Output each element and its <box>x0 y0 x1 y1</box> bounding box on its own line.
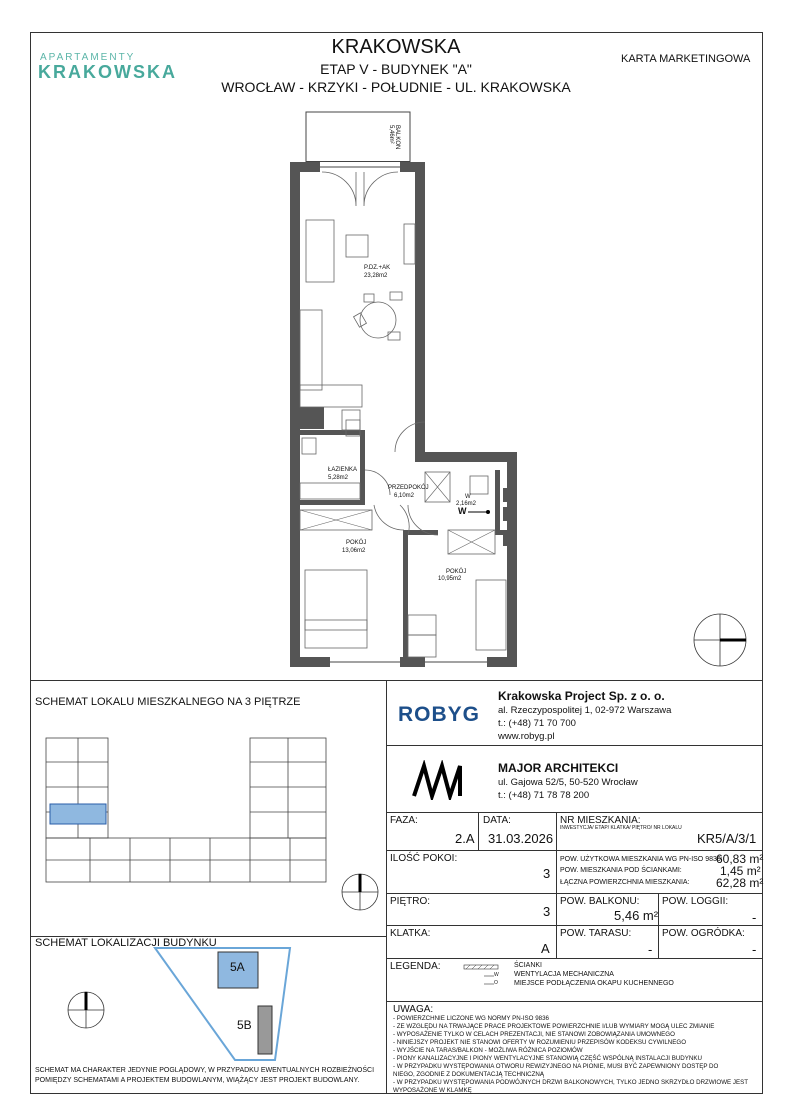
nr-label: NR MIESZKANIA: <box>560 815 641 826</box>
taras-value: - <box>648 942 653 957</box>
klatka-label: KLATKA: <box>390 928 431 939</box>
architect-phone: t.: (+48) 71 78 78 200 <box>498 790 590 801</box>
room-bed1-name: POKÓJ <box>346 540 367 546</box>
room-bed2-name: POKÓJ <box>446 569 467 575</box>
nr-sub-label: INWESTYCJA/ ETAP/ KLATKA/ PIĘTRO/ NR LOKALU <box>560 825 682 831</box>
note-line: - W PRZYPADKU WYSTĘPOWANIA OTWORU REWIZYJNEGO NA PIONIE, MUSI BYĆ ZAPEWNIONY DOSTĘP DO <box>393 1063 719 1070</box>
developer-name: Krakowska Project Sp. z o. o. <box>498 689 665 703</box>
pietro-label: PIĘTRO: <box>390 896 431 907</box>
room-hall-name: PRZEDPOKÓJ <box>388 485 429 491</box>
note-line: - WYPOSAŻENIE TYLKO W CELACH PREZENTACJI, NIE STANOWI ZOBOWIĄZANIA UMOWNEGO <box>393 1031 675 1038</box>
balkon-value: 5,46 m² <box>614 908 659 923</box>
nr-value: KR5/A/3/1 <box>697 831 757 846</box>
pokoi-label: ILOŚĆ POKOI: <box>390 853 458 864</box>
balkon-label: POW. BALKONU: <box>560 896 640 907</box>
balcony-label: BALKON 5,46m² <box>388 125 400 150</box>
location-schema <box>150 940 300 1070</box>
note-line: - WYJŚCIE NA TARAS/BALKON - MOŻLIWA RÓŻNICA POZIOMÓW <box>393 1047 583 1054</box>
room-bed1-area: 13,06m2 <box>342 548 366 554</box>
floor-plan <box>280 110 530 675</box>
ventilation-mark: W <box>458 506 467 516</box>
pow-laczna-value: 62,28 m² <box>716 876 764 890</box>
developer-address: al. Rzeczypospolitej 1, 02-972 Warszawa <box>498 705 672 716</box>
notes-title: UWAGA: <box>393 1004 434 1015</box>
developer-web: www.robyg.pl <box>498 731 555 742</box>
architect-logo-icon <box>410 760 466 800</box>
loggia-value: - <box>752 910 757 925</box>
klatka-value: A <box>541 941 550 956</box>
floor-schema-title: SCHEMAT LOKALU MIESZKALNEGO NA 3 PIĘTRZE <box>35 696 301 708</box>
architect-address: ul. Gajowa 52/5, 50-520 Wrocław <box>498 777 638 788</box>
loggia-label: POW. LOGGII: <box>662 896 729 907</box>
taras-label: POW. TARASU: <box>560 928 632 939</box>
legend-item-hood: MIEJSCE PODŁĄCZENIA OKAPU KUCHENNEGO <box>514 980 674 987</box>
pokoi-value: 3 <box>543 866 551 881</box>
location-line: WROCŁAW - KRZYKI - POŁUDNIE - UL. KRAKOWSKA <box>221 79 571 95</box>
divider-main <box>30 680 763 681</box>
logo-main-text: KRAKOWSKA <box>38 62 177 82</box>
pietro-value: 3 <box>543 904 551 919</box>
divider-vertical <box>386 680 387 1094</box>
robyg-logo: ROBYG <box>398 703 481 726</box>
floor-schema <box>40 732 330 910</box>
stage-building: ETAP V - BUDYNEK "A" <box>320 61 472 77</box>
faza-label: FAZA: <box>390 815 418 826</box>
faza-value: 2.A <box>455 831 475 846</box>
legend-item-walls: ŚCIANKI <box>514 962 543 969</box>
pow-sciank-label: POW. MIESZKANIA POD ŚCIANKAMI: <box>560 867 682 874</box>
note-line: - NINIEJSZY PROJEKT NIE STANOWI OFERTY W ROZUMIENIU PRZEPISÓW KODEKSU CYWILNEGO <box>393 1039 687 1046</box>
data-value: 31.03.2026 <box>488 831 554 846</box>
data-label: DATA: <box>483 815 511 826</box>
disclaimer-line-2: POMIĘDZY SCHEMATAMI A PROJEKTEM BUDOWLANYM, WIĄŻĄCY JEST PROJEKT BUDOWLANY. <box>35 1077 360 1084</box>
room-hall-area: 6,10m2 <box>394 493 415 499</box>
schema-north-arrow-icon <box>340 872 380 912</box>
room-w-name: W <box>465 494 471 500</box>
pow-uzytk-value: 60,83 m² <box>716 852 764 866</box>
legend-w-symbol: W <box>494 972 499 978</box>
location-schema-title: SCHEMAT LOKALIZACJI BUDYNKU <box>35 937 217 949</box>
legend-title: LEGENDA: <box>390 961 441 972</box>
disclaimer-line-1: SCHEMAT MA CHARAKTER JEDYNIE POGLĄDOWY, W PRZYPADKU EWENTUALNYCH ROZBIEŻNOŚCI <box>35 1067 375 1074</box>
pow-uzytk-label: POW. UŻYTKOWA MIESZKANIA WG PN-ISO 9836: <box>560 856 723 863</box>
page-title: KRAKOWSKA <box>331 36 461 58</box>
highlighted-unit <box>50 804 106 824</box>
room-living-name: P.DZ.+AK <box>364 265 391 271</box>
legend-o-symbol: O <box>494 980 498 986</box>
card-type: KARTA MARKETINGOWA <box>621 53 751 65</box>
note-line: - POWIERZCHNIE LICZONE WG NORMY PN-ISO 9836 <box>393 1015 549 1022</box>
logo-top-text: APARTAMENTY <box>40 52 136 63</box>
note-line: WYPOSAŻONE W KLAMKĘ <box>393 1087 472 1094</box>
room-bath-name: ŁAZIENKA <box>328 467 358 473</box>
north-arrow-icon <box>692 612 748 668</box>
room-w-area: 2,16m2 <box>456 501 477 507</box>
room-living-area: 23,28m2 <box>364 273 388 279</box>
note-line: - W PRZYPADKU WYSTĘPOWANIA PODWÓJNYCH DRZWI BALKONOWYCH, TYLKO JEDNO SKRZYDŁO DRZWIOWE JEST <box>393 1079 749 1086</box>
ogrodek-label: POW. OGRÓDKA: <box>662 928 745 939</box>
room-bed2-area: 10,95m2 <box>438 576 462 582</box>
legend-item-ventilation: WENTYLACJA MECHANICZNA <box>514 971 614 978</box>
note-line: - PIONY KANALIZACYJNE I PIONY WENTYLACYJNE STANOWIĄ CZĘŚĆ WSPÓLNĄ INSTALACJI BUDYNKU <box>393 1055 702 1062</box>
ogrodek-value: - <box>752 942 757 957</box>
building-5a-label: 5A <box>230 960 245 974</box>
architect-name: MAJOR ARCHITEKCI <box>498 761 619 775</box>
pow-sciank-value: 1,45 m² <box>720 864 761 878</box>
building-5b-label: 5B <box>237 1018 252 1032</box>
room-bath-area: 5,28m2 <box>328 475 349 481</box>
note-line: - ZE WZGLĘDU NA TRWAJĄCE PRACE PROJEKTOWE POWIERZCHNIE I/LUB WYMIARY MOGĄ ULEC ZMIANIE <box>393 1023 715 1030</box>
pow-laczna-label: ŁĄCZNA POWIERZCHNIA MIESZKANIA: <box>560 879 690 886</box>
developer-phone: t.: (+48) 71 70 700 <box>498 718 576 729</box>
location-north-arrow-icon <box>66 990 106 1030</box>
note-line: NIEGO, ZGODNIE Z DOKUMENTACJĄ TECHNICZNĄ <box>393 1071 545 1078</box>
